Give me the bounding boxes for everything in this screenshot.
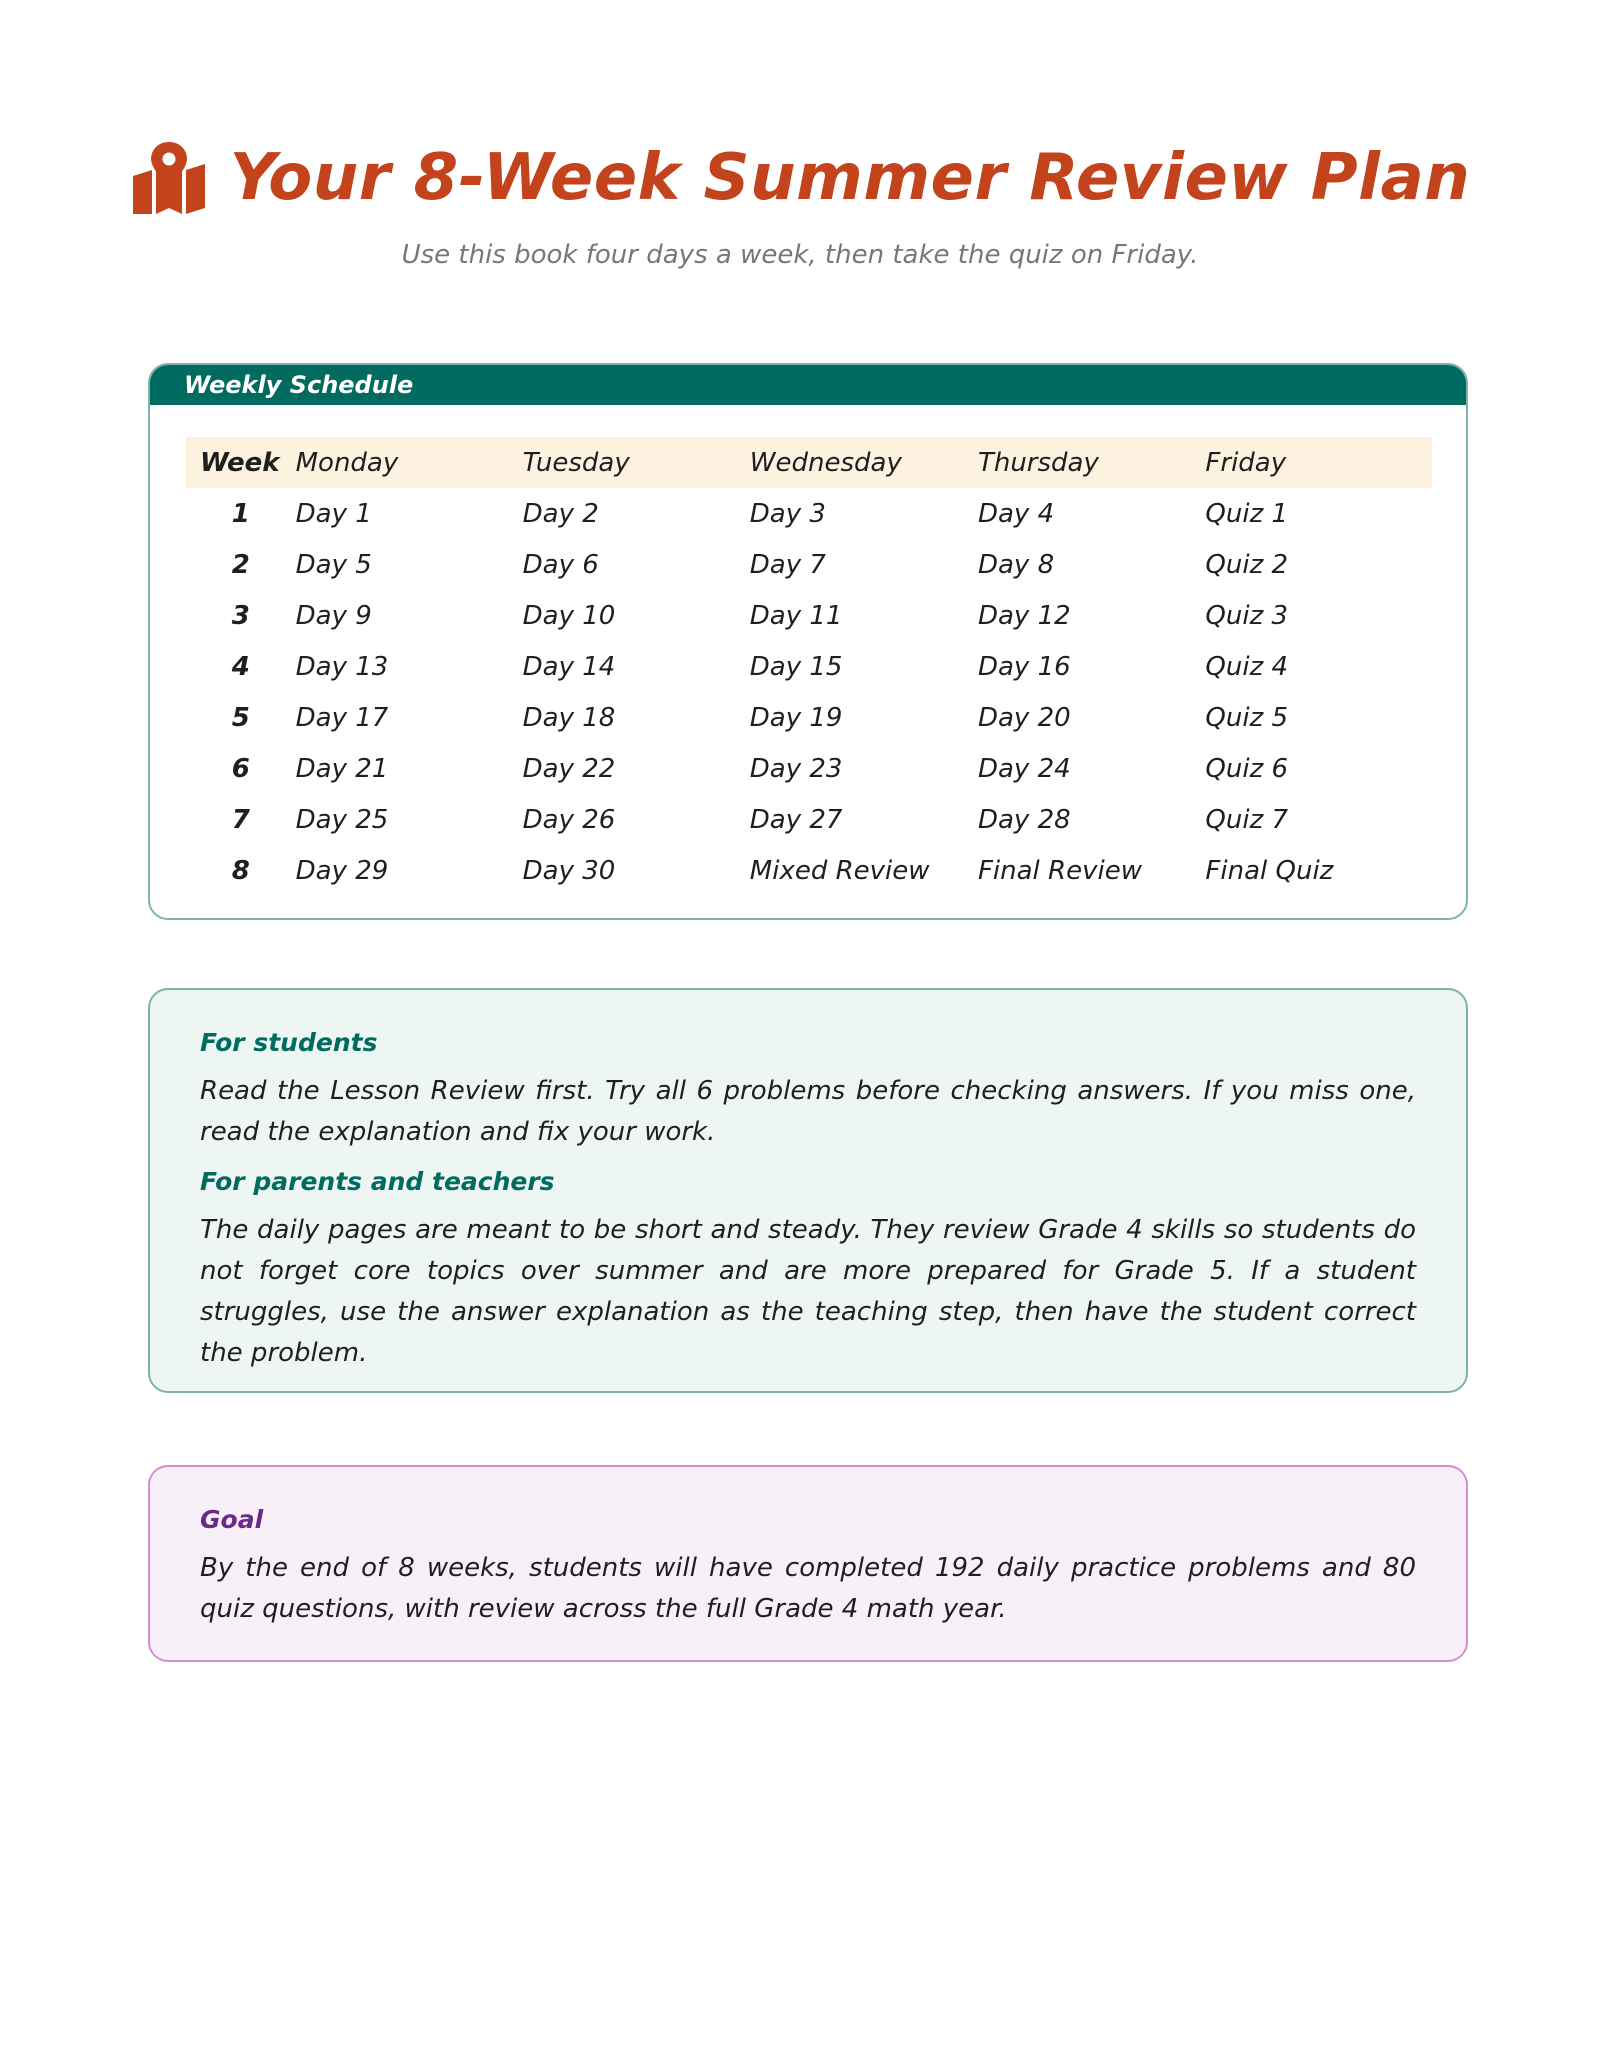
schedule-cell: Day 15 [749,651,843,682]
schedule-cell: Day 14 [522,651,616,682]
week-number-cell: 2 [231,549,250,580]
week-number-cell: 7 [231,804,250,835]
schedule-cell: Day 7 [749,549,826,580]
schedule-cell: Day 29 [295,855,389,886]
schedule-cell: Day 11 [749,600,843,631]
weekly-schedule-card [148,363,1468,920]
schedule-cell: Day 25 [295,804,389,835]
parents-text: The daily pages are meant to be short and steady. They review Grade 4 skills so students do not forget core topics over summer and are more prepared for Grade 5. If a student struggles, use the answer explanation as the teaching step, then have the student correct the problem. [200,1215,1416,1368]
goal-text: By the end of 8 weeks, students will have completed 192 daily practice problems and 80 quiz questions, with review across the full Grade 4 math year. [200,1553,1416,1624]
week-number-cell: 8 [231,855,250,886]
schedule-cell: Quiz 6 [1205,753,1289,784]
schedule-cell: Day 18 [522,702,616,733]
week-number-cell: 3 [231,600,250,631]
table-row [186,692,1432,743]
schedule-cell: Day 27 [749,804,843,835]
schedule-cell: Quiz 1 [1205,498,1289,529]
schedule-cell: Day 22 [522,753,616,784]
table-row [186,590,1432,641]
schedule-heading: Weekly Schedule [150,365,1466,405]
schedule-header-row [186,437,1432,488]
schedule-cell: Day 23 [749,753,843,784]
schedule-cell: Day 12 [977,600,1071,631]
schedule-cell: Day 28 [977,804,1071,835]
schedule-cell: Quiz 7 [1205,804,1289,835]
schedule-cell: Day 21 [295,753,389,784]
schedule-cell: Day 16 [977,651,1071,682]
week-number-cell: 5 [231,702,250,733]
schedule-cell: Day 4 [977,498,1055,529]
table-row [186,845,1432,896]
column-header-wednesday: Wednesday [749,447,902,478]
schedule-cell: Day 1 [295,498,372,529]
page-title: Your 8-Week Summer Review Plan [229,141,1471,215]
schedule-cell: Quiz 4 [1205,651,1289,682]
schedule-cell: Day 30 [522,855,616,886]
schedule-cell: Day 9 [295,600,372,631]
schedule-cell: Quiz 5 [1205,702,1289,733]
table-row [186,743,1432,794]
table-row [186,794,1432,845]
schedule-cell: Day 19 [749,702,843,733]
schedule-cell: Day 26 [522,804,616,835]
notes-card [148,988,1468,1393]
goal-heading: Goal [200,1505,264,1534]
goal-card [148,1465,1468,1662]
map-pin-icon [130,140,208,216]
students-heading: For students [200,1028,378,1057]
week-number-cell: 4 [231,651,250,682]
week-number-cell: 1 [231,498,250,529]
table-row [186,641,1432,692]
schedule-cell: Day 17 [295,702,389,733]
title-row [0,140,1600,216]
table-row [186,488,1432,539]
parents-heading: For parents and teachers [200,1167,555,1196]
schedule-cell: Day 10 [522,600,616,631]
schedule-cell: Day 2 [522,498,599,529]
schedule-cell: Day 3 [749,498,826,529]
column-header-tuesday: Tuesday [522,447,630,478]
schedule-table [186,437,1432,896]
schedule-cell: Final Quiz [1205,855,1334,886]
schedule-cell: Final Review [977,855,1142,886]
column-header-thursday: Thursday [977,447,1099,478]
schedule-cell: Day 8 [977,549,1055,580]
schedule-body [186,488,1432,896]
schedule-cell: Day 20 [977,702,1071,733]
table-row [186,539,1432,590]
schedule-cell: Mixed Review [749,855,930,886]
column-header-friday: Friday [1205,447,1287,478]
schedule-cell: Day 13 [295,651,389,682]
column-header-monday: Monday [295,447,399,478]
column-header-week: Week [200,447,280,478]
students-text: Read the Lesson Review first. Try all 6 problems before checking answers. If you miss one, read the explanation and fix your work. [200,1076,1416,1147]
schedule-cell: Day 24 [977,753,1071,784]
schedule-cell: Quiz 3 [1205,600,1289,631]
schedule-cell: Quiz 2 [1205,549,1289,580]
week-number-cell: 6 [231,753,250,784]
schedule-cell: Day 5 [295,549,372,580]
page-subtitle: Use this book four days a week, then take the quiz on Friday. [401,240,1199,270]
schedule-cell: Day 6 [522,549,599,580]
